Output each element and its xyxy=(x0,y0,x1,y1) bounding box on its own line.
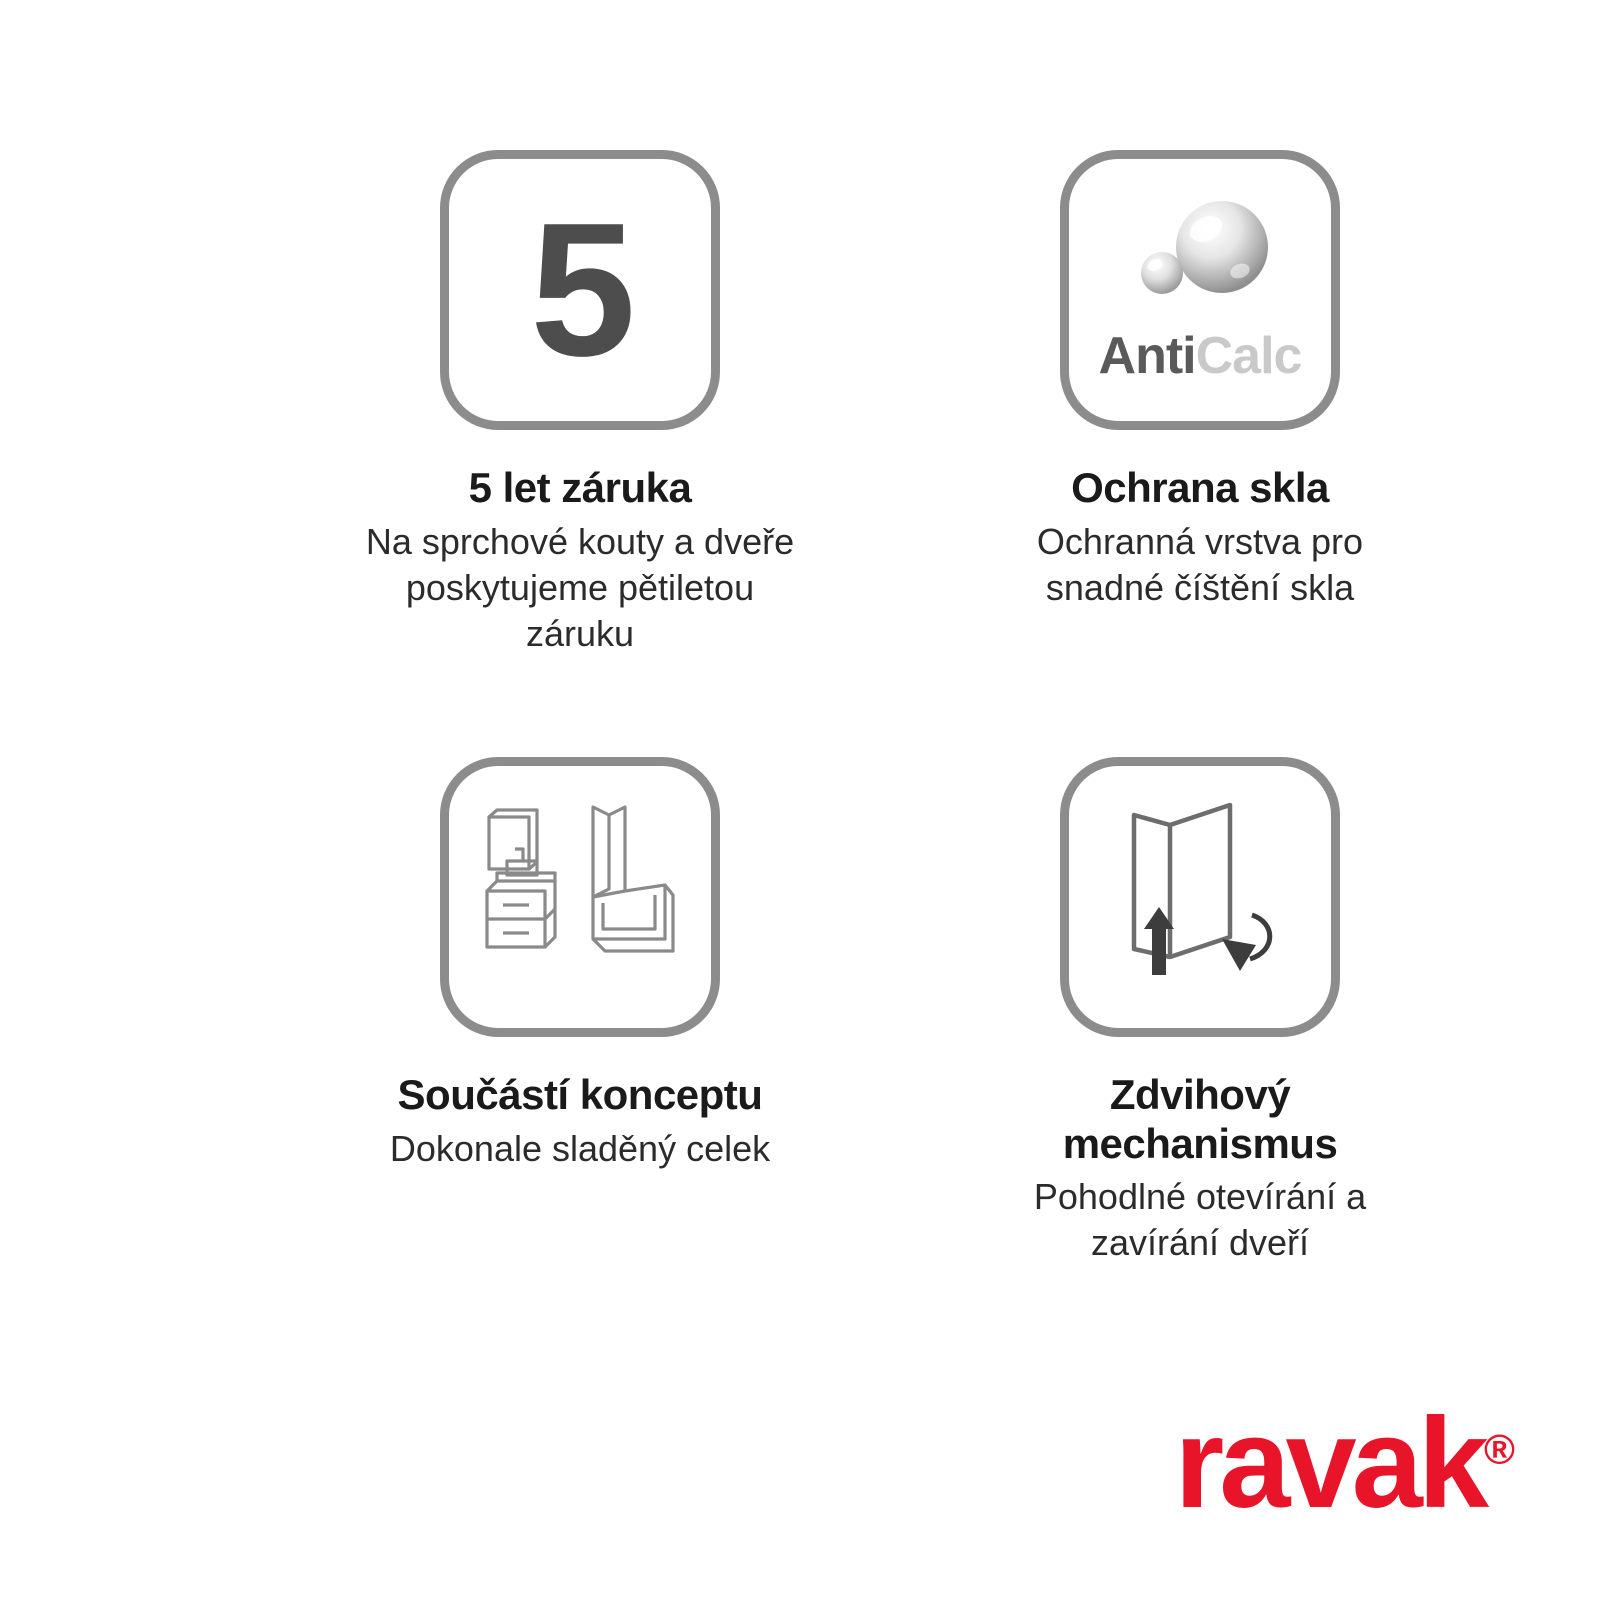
feature-title: Zdvihový mechanismus xyxy=(1062,1070,1338,1167)
anticalc-wordmark xyxy=(1099,326,1302,386)
feature-card-concept xyxy=(360,757,800,1267)
feature-card-warranty xyxy=(360,150,800,657)
anticalc-word-calc: Calc xyxy=(1195,326,1302,385)
feature-title: 5 let záruka xyxy=(468,464,692,511)
brand-logo-text: ravak xyxy=(1174,1392,1485,1535)
feature-card-lift-mechanism xyxy=(980,757,1420,1267)
feature-grid xyxy=(0,150,1600,1267)
bathroom-furniture-icon xyxy=(475,799,685,994)
icon-box-glass-protection xyxy=(1060,150,1340,430)
anticalc-word-anti: Anti xyxy=(1098,326,1196,385)
icon-box-warranty xyxy=(440,150,720,430)
feature-card-glass-protection xyxy=(980,150,1420,657)
lift-door-mechanism-icon xyxy=(1100,799,1300,994)
icon-box-concept xyxy=(440,757,720,1037)
feature-description: Ochranná vrstva pro snadné číštění skla xyxy=(1036,520,1364,608)
feature-description: Pohodlné otevírání a zavírání dveří xyxy=(1033,1176,1367,1264)
brand-logo xyxy=(1174,1392,1515,1535)
anticalc-droplets-icon xyxy=(1100,195,1300,320)
feature-description: Na sprchové kouty a dveře poskytujeme pětiletou záruku xyxy=(365,520,795,654)
feature-description: Dokonale sladěný celek xyxy=(389,1127,771,1169)
registered-trademark-icon: ® xyxy=(1484,1425,1515,1473)
number-five-icon: 5 xyxy=(530,184,630,396)
icon-box-lift-mechanism xyxy=(1060,757,1340,1037)
feature-title: Součástí konceptu xyxy=(397,1070,763,1118)
feature-title: Ochrana skla xyxy=(1071,464,1329,511)
